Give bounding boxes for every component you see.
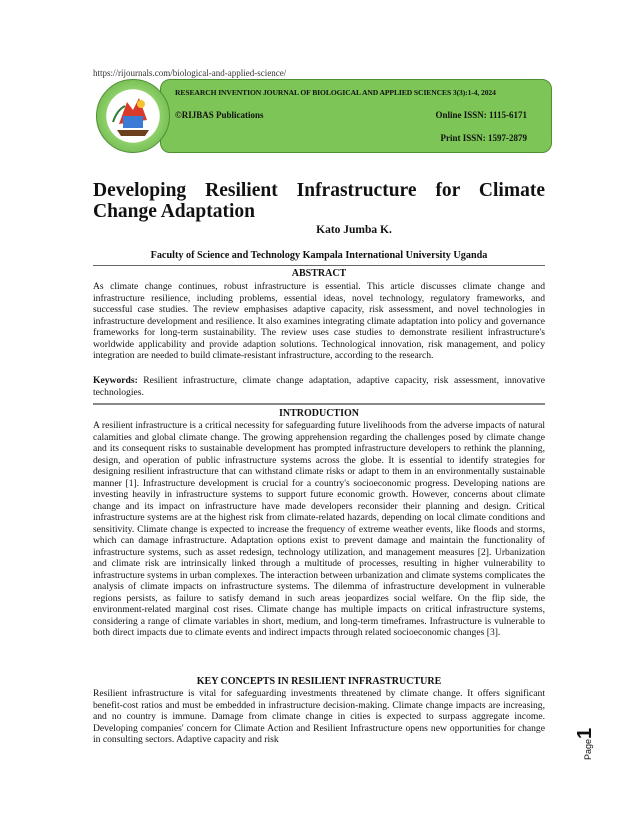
article-title: Developing Resilient Infrastructure for Climate Change Adaptation <box>93 180 545 222</box>
journal-name: RESEARCH INVENTION JOURNAL OF BIOLOGICAL AND APPLIED SCIENCES 3(3):1-4, 2024 <box>175 88 496 97</box>
journal-url[interactable]: https://rijournals.com/biological-and-applied-science/ <box>93 68 287 78</box>
page-number-value: 1 <box>574 727 596 739</box>
divider <box>93 403 545 405</box>
article-author: Kato Jumba K. <box>316 224 392 236</box>
online-issn: Online ISSN: 1115-6171 <box>435 110 527 120</box>
abstract-heading: ABSTRACT <box>291 268 347 279</box>
introduction-text: A resilient infrastructure is a critical necessity for safeguarding future livelihoods from the adverse impacts of natural calamities and global climate change. The growing apprehension regarding the challenges posed by climate change and its consequent risks to sustainable development has prompted infrastructure developers to rethink the planning, design, and operation of public infrastructure systems across the globe. It is essential to identify strategies for designing resilient infrastructure that can withstand climate risks or adapt to them in an environmentally sustainable manner [1]. Infrastructure development is crucial for a country's socioeconomic progress. Developing nations are investing heavily in infrastructure systems to support future economic growth. However, concerns about climate change and its impact on infrastructure have made developers reconsider their planning and design. Critical infrastructure systems are at the highest risk from climate-related hazards, depending on local climate conditions and sensitivity. Climate change is expected to increase the frequency of extreme weather events, like floods and storms, which can damage infrastructure. Adaptation options exist to prevent damage and maintain the functionality of infrastructure systems, such as asset redesign, technology utilization, and management measures [2]. Urbanization and climate risk are intrinsically linked through a multitude of processes, resulting in higher vulnerability to infrastructure systems in urban complexes. The interaction between urbanization and climate systems complicates the analysis of climate impacts on infrastructure systems. The dilemma of infrastructure development in vulnerable regions persists, as failure to satisfy demand in such areas jeopardizes social welfare. On the flip side, the environment-related marginal cost rises. Climate change has multiple impacts on critical infrastructure systems, considering a range of climate variables in short, medium, and long-term timeframes. Infrastructure is vulnerable to both direct impacts due to climate events and indirect impacts through related socioeconomic changes [3]. <box>93 420 545 638</box>
key-concepts-text: Resilient infrastructure is vital for safeguarding investments threatened by climate change. It offers significant benefit-cost ratios and must be embedded in infrastructure decision-making. Climate change impacts are increasing, and no country is immune. Damage from climate change in cities is expected to surpass aggregate income. Developing companies' concern for Climate Action and Resilient Infrastructure opens new opportunities for change in consulting sectors. Adaptive capacity and risk <box>93 688 545 745</box>
journal-banner <box>160 79 552 153</box>
page-label: Page <box>583 738 593 760</box>
key-concepts-heading: KEY CONCEPTS IN RESILIENT INFRASTRUCTURE <box>196 676 442 687</box>
publisher: ©RIJBAS Publications <box>175 110 264 120</box>
keywords-label: Keywords: <box>93 375 138 386</box>
author-affiliation: Faculty of Science and Technology Kampala International University Uganda <box>150 250 488 261</box>
keywords <box>93 375 545 398</box>
divider <box>93 265 545 266</box>
introduction-heading: INTRODUCTION <box>278 408 359 419</box>
keywords-text: Resilient infrastructure, climate change adaptation, adaptive capacity, risk assessment, innovative technologies. <box>93 375 545 398</box>
journal-logo-icon <box>97 80 169 152</box>
page-number <box>574 700 594 760</box>
print-issn: Print ISSN: 1597-2879 <box>440 133 527 143</box>
journal-logo <box>96 79 170 153</box>
abstract-text: As climate change continues, robust infrastructure is essential. This article discusses climate change and infrastructure resilience, including problems, essential ideas, novel technology, regulatory frameworks, and successful case studies. The review emphasises adaptive capacity, risk assessment, and novel technologies in infrastructure development and resilience. It also examines integrating climate adaptation into policy and governance frameworks for long-term sustainability. The review uses case studies to demonstrate resilient infrastructure's worldwide applicability and provide adaption solutions. Technological innovation, risk management, and policy integration are needed to build climate-resistant infrastructure, according to the research. <box>93 281 545 361</box>
